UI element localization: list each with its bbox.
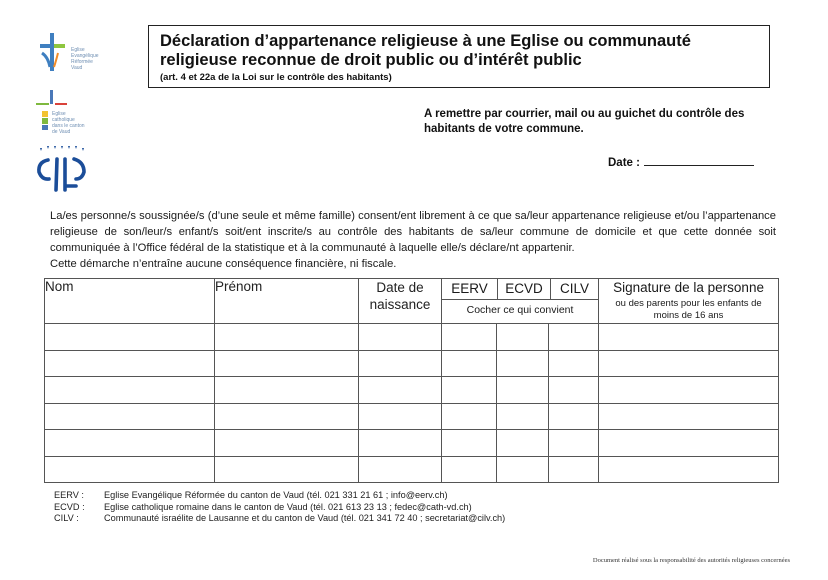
footer-note: Document réalisé sous la responsabilité des autorités religieuses concernées [592, 557, 790, 564]
table-row [45, 377, 779, 404]
declaration-table [44, 278, 779, 483]
table-row [45, 430, 779, 457]
eerv-checkbox-cell[interactable] [442, 430, 497, 457]
column-header-cilv: CILV [560, 281, 590, 296]
footnote-row [54, 502, 505, 514]
ecvd-checkbox-cell[interactable] [497, 456, 549, 483]
signature-cell[interactable] [599, 403, 779, 430]
footnote-text: Eglise catholique romaine dans le canton de Vaud (tél. 021 613 23 13 ; fedec@cath-vd.ch) [104, 501, 472, 512]
ecvd-checkbox-cell[interactable] [497, 377, 549, 404]
cilv-logo [36, 146, 106, 192]
nom-cell[interactable] [45, 430, 215, 457]
column-header-signature [599, 279, 779, 324]
footnote-row [54, 490, 505, 502]
menorah-icon [36, 146, 96, 192]
consent-text [50, 208, 776, 272]
footnote-abbr: EERV : [54, 490, 84, 500]
prenom-cell[interactable] [215, 377, 359, 404]
eerv-checkbox-cell[interactable] [442, 377, 497, 404]
cilv-checkbox-cell[interactable] [549, 377, 599, 404]
date-naissance-cell[interactable] [359, 377, 442, 404]
eerv-checkbox-cell[interactable] [442, 324, 497, 351]
signature-note: ou des parents pour les enfants de moins de 16 ans [615, 298, 762, 321]
column-header-ecvd: ECVD [498, 279, 551, 299]
ecvd-logo [36, 90, 116, 135]
footnote-row [54, 513, 505, 525]
eerv-checkbox-cell[interactable] [442, 350, 497, 377]
date-naissance-cell[interactable] [359, 403, 442, 430]
legal-reference: (art. 4 et 22a de la Loi sur le contrôle des habitants) [160, 72, 392, 83]
date-blank-line[interactable] [644, 153, 754, 166]
date-naissance-cell[interactable] [359, 430, 442, 457]
eerv-logo-line: Réformée [71, 59, 93, 65]
cilv-checkbox-cell[interactable] [549, 430, 599, 457]
table-row [45, 403, 779, 430]
ecvd-checkbox-cell[interactable] [497, 324, 549, 351]
prenom-cell[interactable] [215, 350, 359, 377]
nom-cell[interactable] [45, 403, 215, 430]
prenom-cell[interactable] [215, 430, 359, 457]
submission-instructions: A remettre par courrier, mail ou au guichet du contrôle des habitants de votre commune. [424, 108, 745, 135]
footnote-abbr: ECVD : [54, 501, 85, 512]
table-row [45, 350, 779, 377]
title-box [148, 25, 770, 88]
ecvd-logo-line: dans le canton [52, 123, 85, 129]
table-header-row [45, 279, 779, 324]
cilv-checkbox-cell[interactable] [549, 350, 599, 377]
column-header-date-naissance: Date de naissance [359, 279, 442, 324]
signature-cell[interactable] [599, 377, 779, 404]
cilv-checkbox-cell[interactable] [549, 403, 599, 430]
financial-note: Cette démarche n’entraîne aucune conséquence financière, ni fiscale. [50, 258, 397, 270]
prenom-cell[interactable] [215, 456, 359, 483]
footnotes [54, 490, 505, 525]
date-naissance-cell[interactable] [359, 456, 442, 483]
ecvd-logo-line: Eglise [52, 111, 66, 117]
eerv-logo-line: Eglise [71, 47, 85, 53]
prenom-cell[interactable] [215, 324, 359, 351]
date-naissance-cell[interactable] [359, 350, 442, 377]
nom-cell[interactable] [45, 456, 215, 483]
ecvd-checkbox-cell[interactable] [497, 403, 549, 430]
signature-title: Signature de la personne [613, 280, 764, 295]
date-naissance-cell[interactable] [359, 324, 442, 351]
signature-cell[interactable] [599, 456, 779, 483]
eerv-logo-line: Vaud [71, 65, 83, 71]
column-header-prenom: Prénom [215, 279, 359, 324]
signature-cell[interactable] [599, 350, 779, 377]
eerv-logo-line: Evangélique [71, 53, 99, 59]
column-header-nom: Nom [45, 279, 215, 324]
eerv-cross-icon [38, 33, 68, 73]
table-row [45, 324, 779, 351]
column-header-communities [442, 279, 599, 324]
footnote-text: Communauté israélite de Lausanne et du canton de Vaud (tél. 021 341 72 40 ; secretariat@cilv.ch) [104, 513, 506, 523]
ecvd-logo-line: de Vaud [52, 129, 71, 135]
column-header-eerv: EERV [442, 279, 498, 299]
table-row [45, 456, 779, 483]
eerv-checkbox-cell[interactable] [442, 456, 497, 483]
nom-cell[interactable] [45, 350, 215, 377]
eerv-logo [38, 33, 118, 83]
eerv-checkbox-cell[interactable] [442, 403, 497, 430]
nom-cell[interactable] [45, 324, 215, 351]
date-field[interactable] [608, 153, 754, 169]
signature-cell[interactable] [599, 324, 779, 351]
ecvd-checkbox-cell[interactable] [497, 430, 549, 457]
consent-paragraph: La/es personne/s soussignée/s (d’une seule et même famille) consent/ent librement à ce que sa/leur appartenance religieuse et/ou l’appartenance religieuse de son/leur/s enfant/s soit/ent inscrite/s au contrôle des habitants de sa/leur commune de domicile et que cette donnée soit communiquée à l’Office fédéral de la statistique et à la communauté à laquelle elle/s déclare/nt appartenir. [50, 210, 776, 254]
prenom-cell[interactable] [215, 403, 359, 430]
ecvd-checkbox-cell[interactable] [497, 350, 549, 377]
footnote-abbr: CILV : [54, 513, 79, 523]
signature-cell[interactable] [599, 430, 779, 457]
cilv-checkbox-cell[interactable] [549, 456, 599, 483]
ecvd-logo-line: catholique [52, 117, 75, 123]
cilv-checkbox-cell[interactable] [549, 324, 599, 351]
page-title: Déclaration d’appartenance religieuse à une Eglise ou communauté religieuse reconnue de droit public ou d’intérêt public [160, 32, 691, 69]
nom-cell[interactable] [45, 377, 215, 404]
footnote-text: Eglise Evangélique Réformée du canton de Vaud (tél. 021 331 21 61 ; info@eerv.ch) [104, 490, 448, 500]
tick-instruction: Cocher ce qui convient [466, 304, 574, 316]
date-label: Date : [608, 157, 640, 169]
